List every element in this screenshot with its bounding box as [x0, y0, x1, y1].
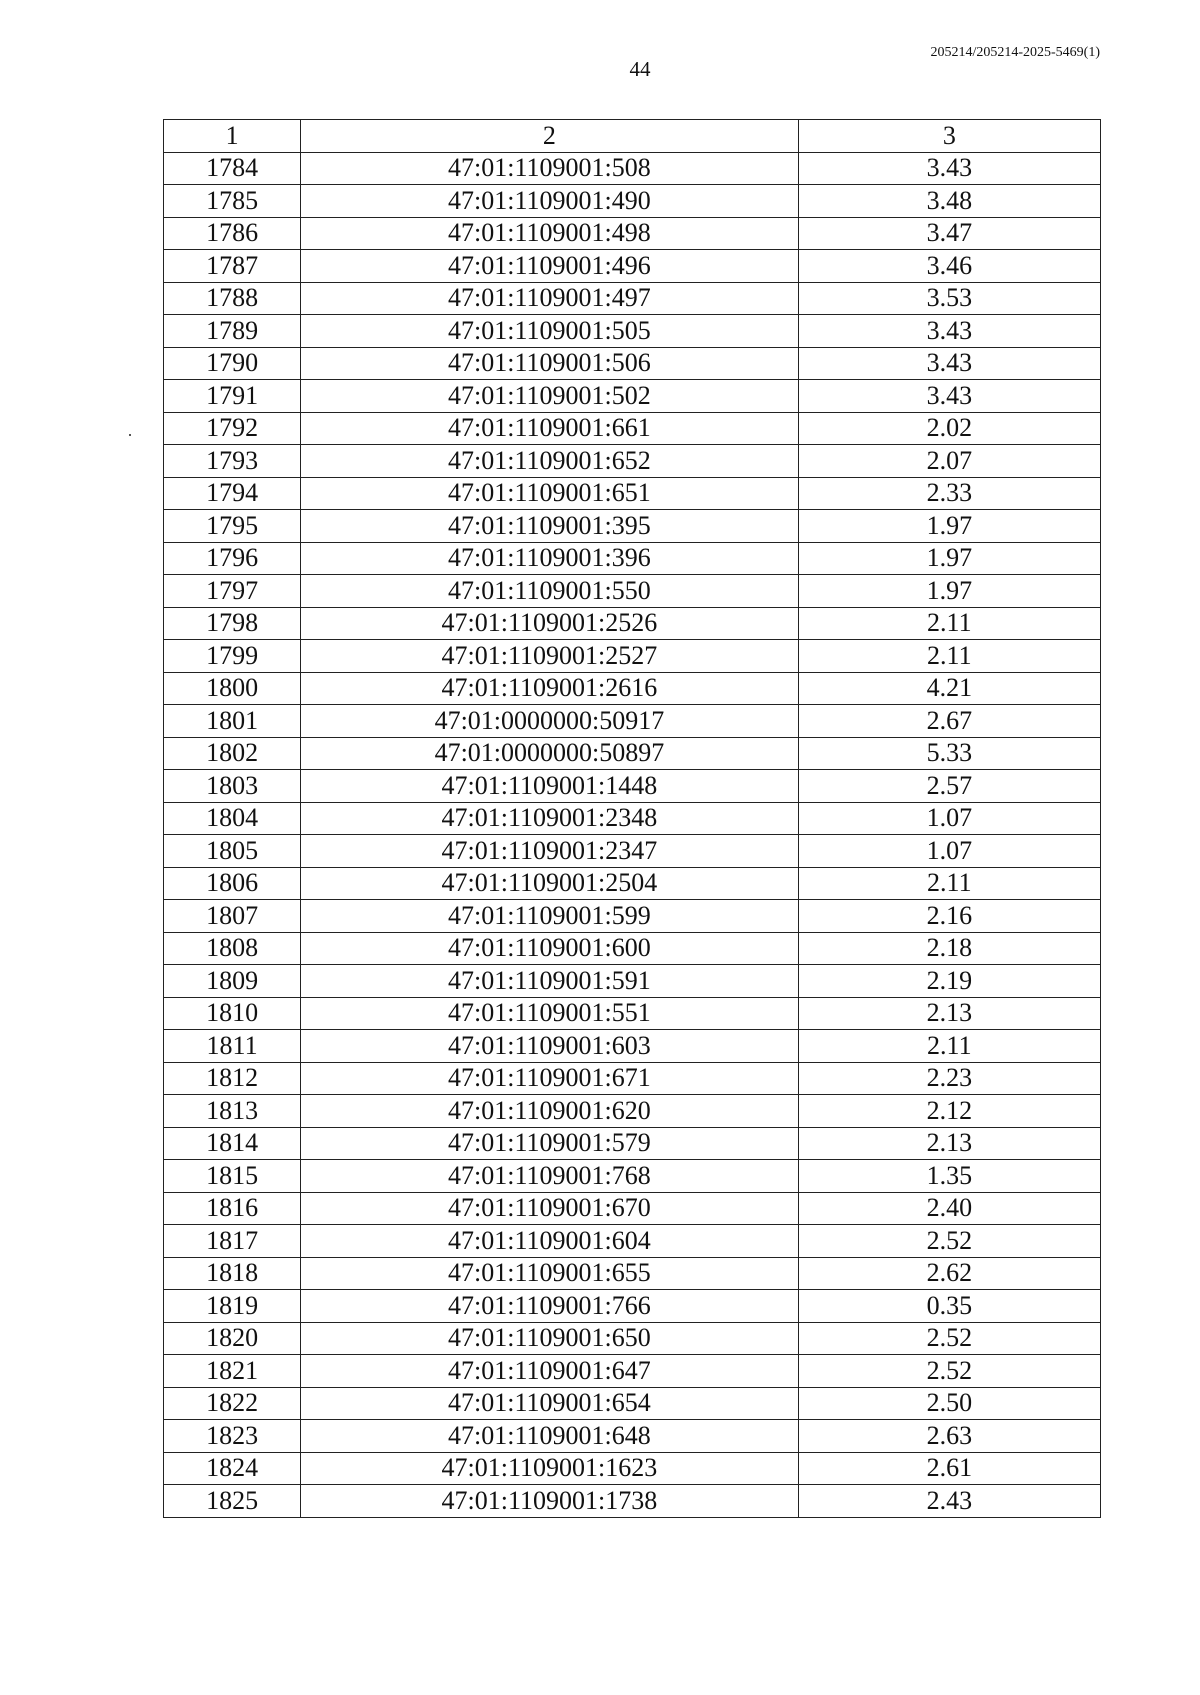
value-cell: 2.52: [798, 1355, 1100, 1388]
row-number-cell: 1818: [164, 1257, 301, 1290]
cadastral-number-cell: 47:01:1109001:655: [301, 1257, 799, 1290]
table-body: [164, 152, 1101, 1517]
row-number-cell: 1799: [164, 640, 301, 673]
page-number: 44: [629, 57, 651, 81]
cadastral-number-cell: 47:01:1109001:1448: [301, 770, 799, 803]
row-number-cell: 1825: [164, 1485, 301, 1518]
table-row: [164, 900, 1101, 933]
row-number-cell: 1823: [164, 1420, 301, 1453]
row-number-cell: 1793: [164, 445, 301, 478]
value-cell: 2.23: [798, 1062, 1100, 1095]
table-row: [164, 672, 1101, 705]
value-cell: 2.52: [798, 1322, 1100, 1355]
row-number-cell: 1811: [164, 1030, 301, 1063]
table-row: [164, 510, 1101, 543]
value-cell: 2.50: [798, 1387, 1100, 1420]
cadastral-number-cell: 47:01:1109001:2347: [301, 835, 799, 868]
cadastral-number-cell: 47:01:1109001:508: [301, 152, 799, 185]
row-number-cell: 1808: [164, 932, 301, 965]
row-number-cell: 1817: [164, 1225, 301, 1258]
table-row: [164, 1355, 1101, 1388]
cadastral-number-cell: 47:01:1109001:603: [301, 1030, 799, 1063]
cadastral-number-cell: 47:01:1109001:550: [301, 575, 799, 608]
row-number-cell: 1810: [164, 997, 301, 1030]
data-table: [163, 119, 1101, 1518]
value-cell: 2.40: [798, 1192, 1100, 1225]
cadastral-number-cell: 47:01:1109001:648: [301, 1420, 799, 1453]
row-number-cell: 1784: [164, 152, 301, 185]
cadastral-number-cell: 47:01:1109001:671: [301, 1062, 799, 1095]
row-number-cell: 1792: [164, 412, 301, 445]
row-number-cell: 1802: [164, 737, 301, 770]
row-number-cell: 1795: [164, 510, 301, 543]
row-number-cell: 1797: [164, 575, 301, 608]
cadastral-number-cell: 47:01:1109001:2348: [301, 802, 799, 835]
row-number-cell: 1788: [164, 282, 301, 315]
table-row: [164, 770, 1101, 803]
table-row: [164, 640, 1101, 673]
table-row: [164, 965, 1101, 998]
table-row: [164, 705, 1101, 738]
value-cell: 2.11: [798, 607, 1100, 640]
row-number-cell: 1820: [164, 1322, 301, 1355]
table-row: [164, 1225, 1101, 1258]
row-number-cell: 1794: [164, 477, 301, 510]
table-row: [164, 932, 1101, 965]
value-cell: 1.07: [798, 835, 1100, 868]
cadastral-number-cell: 47:01:1109001:766: [301, 1290, 799, 1323]
cadastral-number-cell: 47:01:1109001:600: [301, 932, 799, 965]
value-cell: 2.67: [798, 705, 1100, 738]
value-cell: 2.07: [798, 445, 1100, 478]
cadastral-number-cell: 47:01:1109001:620: [301, 1095, 799, 1128]
cadastral-number-cell: 47:01:1109001:2504: [301, 867, 799, 900]
cadastral-number-cell: 47:01:1109001:497: [301, 282, 799, 315]
cadastral-number-cell: 47:01:1109001:768: [301, 1160, 799, 1193]
table-row: [164, 1290, 1101, 1323]
table-row: [164, 997, 1101, 1030]
row-number-cell: 1796: [164, 542, 301, 575]
row-number-cell: 1814: [164, 1127, 301, 1160]
row-number-cell: 1790: [164, 347, 301, 380]
row-number-cell: 1803: [164, 770, 301, 803]
row-number-cell: 1821: [164, 1355, 301, 1388]
value-cell: 1.97: [798, 542, 1100, 575]
value-cell: 1.35: [798, 1160, 1100, 1193]
row-number-cell: 1787: [164, 250, 301, 283]
cadastral-number-cell: 47:01:1109001:498: [301, 217, 799, 250]
cadastral-number-cell: 47:01:1109001:654: [301, 1387, 799, 1420]
table-row: [164, 607, 1101, 640]
table-row: [164, 185, 1101, 218]
value-cell: 3.53: [798, 282, 1100, 315]
value-cell: 0.35: [798, 1290, 1100, 1323]
document-reference: 205214/205214-2025-5469(1): [930, 45, 1100, 60]
table-row: [164, 347, 1101, 380]
value-cell: 2.57: [798, 770, 1100, 803]
table-row: [164, 1127, 1101, 1160]
column-header-2: 2: [301, 120, 799, 153]
value-cell: 2.13: [798, 997, 1100, 1030]
row-number-cell: 1805: [164, 835, 301, 868]
cadastral-number-cell: 47:01:1109001:1738: [301, 1485, 799, 1518]
row-number-cell: 1786: [164, 217, 301, 250]
table-row: [164, 1322, 1101, 1355]
cadastral-number-cell: 47:01:1109001:551: [301, 997, 799, 1030]
table-row: [164, 1485, 1101, 1518]
row-number-cell: 1789: [164, 315, 301, 348]
cadastral-number-cell: 47:01:0000000:50917: [301, 705, 799, 738]
table-row: [164, 835, 1101, 868]
value-cell: 3.43: [798, 380, 1100, 413]
value-cell: 2.16: [798, 900, 1100, 933]
table-row: [164, 737, 1101, 770]
value-cell: 2.19: [798, 965, 1100, 998]
cadastral-number-cell: 47:01:1109001:2526: [301, 607, 799, 640]
cadastral-number-cell: 47:01:0000000:50897: [301, 737, 799, 770]
table-row: [164, 575, 1101, 608]
value-cell: 2.43: [798, 1485, 1100, 1518]
value-cell: 3.43: [798, 347, 1100, 380]
row-number-cell: 1801: [164, 705, 301, 738]
cadastral-number-cell: 47:01:1109001:2527: [301, 640, 799, 673]
value-cell: 2.02: [798, 412, 1100, 445]
column-header-3: 3: [798, 120, 1100, 153]
cadastral-number-cell: 47:01:1109001:395: [301, 510, 799, 543]
table-row: [164, 1257, 1101, 1290]
row-number-cell: 1819: [164, 1290, 301, 1323]
table-row: [164, 542, 1101, 575]
value-cell: 2.52: [798, 1225, 1100, 1258]
value-cell: 1.97: [798, 510, 1100, 543]
row-number-cell: 1785: [164, 185, 301, 218]
table-row: [164, 477, 1101, 510]
value-cell: 2.62: [798, 1257, 1100, 1290]
row-number-cell: 1809: [164, 965, 301, 998]
row-number-cell: 1806: [164, 867, 301, 900]
table-row: [164, 1452, 1101, 1485]
value-cell: 2.11: [798, 1030, 1100, 1063]
cadastral-number-cell: 47:01:1109001:652: [301, 445, 799, 478]
row-number-cell: 1807: [164, 900, 301, 933]
row-number-cell: 1822: [164, 1387, 301, 1420]
cadastral-number-cell: 47:01:1109001:506: [301, 347, 799, 380]
table-row: [164, 250, 1101, 283]
table-row: [164, 802, 1101, 835]
value-cell: 3.48: [798, 185, 1100, 218]
cadastral-number-cell: 47:01:1109001:396: [301, 542, 799, 575]
table-row: [164, 1192, 1101, 1225]
value-cell: 1.97: [798, 575, 1100, 608]
table-row: [164, 282, 1101, 315]
table-row: [164, 1387, 1101, 1420]
table-row: [164, 1160, 1101, 1193]
table-header-row: [164, 120, 1101, 153]
row-number-cell: 1813: [164, 1095, 301, 1128]
row-number-cell: 1812: [164, 1062, 301, 1095]
value-cell: 1.07: [798, 802, 1100, 835]
value-cell: 3.43: [798, 315, 1100, 348]
row-number-cell: 1798: [164, 607, 301, 640]
cadastral-number-cell: 47:01:1109001:2616: [301, 672, 799, 705]
cadastral-number-cell: 47:01:1109001:650: [301, 1322, 799, 1355]
table-row: [164, 217, 1101, 250]
row-number-cell: 1816: [164, 1192, 301, 1225]
value-cell: 3.43: [798, 152, 1100, 185]
cadastral-number-cell: 47:01:1109001:502: [301, 380, 799, 413]
row-number-cell: 1791: [164, 380, 301, 413]
cadastral-number-cell: 47:01:1109001:604: [301, 1225, 799, 1258]
value-cell: 2.33: [798, 477, 1100, 510]
row-number-cell: 1815: [164, 1160, 301, 1193]
value-cell: 2.11: [798, 867, 1100, 900]
value-cell: 2.11: [798, 640, 1100, 673]
value-cell: 3.46: [798, 250, 1100, 283]
table-row: [164, 1420, 1101, 1453]
table-row: [164, 315, 1101, 348]
cadastral-number-cell: 47:01:1109001:579: [301, 1127, 799, 1160]
value-cell: 2.12: [798, 1095, 1100, 1128]
cadastral-number-cell: 47:01:1109001:599: [301, 900, 799, 933]
cadastral-number-cell: 47:01:1109001:661: [301, 412, 799, 445]
row-number-cell: 1824: [164, 1452, 301, 1485]
table-row: [164, 1030, 1101, 1063]
value-cell: 3.47: [798, 217, 1100, 250]
cadastral-number-cell: 47:01:1109001:496: [301, 250, 799, 283]
scan-artifact-dot: [129, 434, 131, 436]
cadastral-number-cell: 47:01:1109001:647: [301, 1355, 799, 1388]
value-cell: 2.18: [798, 932, 1100, 965]
value-cell: 5.33: [798, 737, 1100, 770]
table-row: [164, 867, 1101, 900]
value-cell: 2.61: [798, 1452, 1100, 1485]
row-number-cell: 1804: [164, 802, 301, 835]
table-row: [164, 445, 1101, 478]
cadastral-number-cell: 47:01:1109001:1623: [301, 1452, 799, 1485]
value-cell: 2.63: [798, 1420, 1100, 1453]
cadastral-number-cell: 47:01:1109001:505: [301, 315, 799, 348]
cadastral-number-cell: 47:01:1109001:591: [301, 965, 799, 998]
table-row: [164, 152, 1101, 185]
cadastral-number-cell: 47:01:1109001:670: [301, 1192, 799, 1225]
cadastral-number-cell: 47:01:1109001:651: [301, 477, 799, 510]
table-row: [164, 1062, 1101, 1095]
column-header-1: 1: [164, 120, 301, 153]
table-row: [164, 412, 1101, 445]
value-cell: 4.21: [798, 672, 1100, 705]
table-row: [164, 1095, 1101, 1128]
row-number-cell: 1800: [164, 672, 301, 705]
table-row: [164, 380, 1101, 413]
value-cell: 2.13: [798, 1127, 1100, 1160]
cadastral-number-cell: 47:01:1109001:490: [301, 185, 799, 218]
